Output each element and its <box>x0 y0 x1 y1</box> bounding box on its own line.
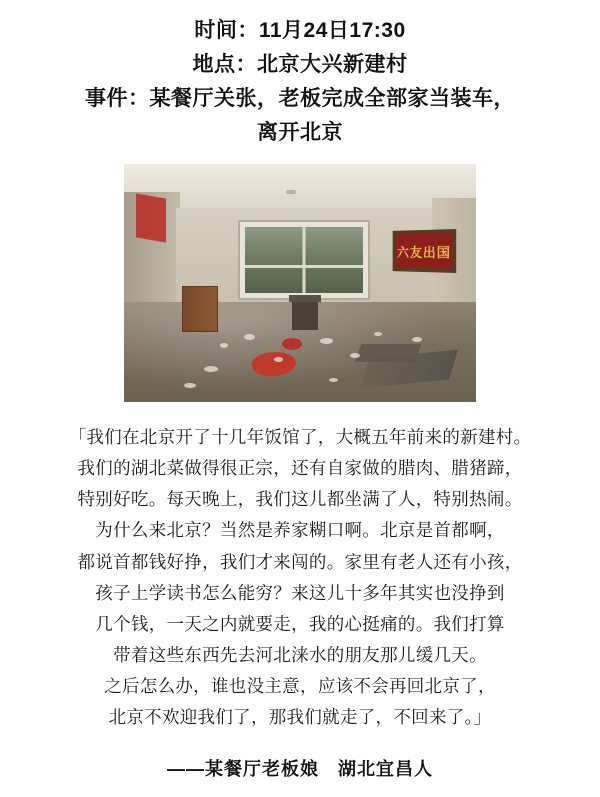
quote-attribution: ——某餐厅老板娘 湖北宜昌人 <box>167 759 433 780</box>
quote-line: 之后怎么办，谁也没主意，应该不会再回北京了， <box>104 676 496 697</box>
header-block <box>28 14 572 150</box>
red-banner <box>136 193 166 242</box>
window <box>240 222 368 298</box>
stool <box>292 300 318 330</box>
quote-line: 「我们在北京开了十几年饭馆了，大概五年前来的新建村。 <box>68 427 532 448</box>
quote-line: 孩子上学读书怎么能穷？来这儿十多年其实也没挣到 <box>95 582 505 603</box>
quote-line: 都说首都钱好挣，我们才来闯的。家里有老人还有小孩， <box>77 551 523 572</box>
header-event-line-2: 离开北京 <box>257 121 343 145</box>
header-time-line: 时间：11月24日17:30 <box>194 19 406 42</box>
header-event-line-1: 事件：某餐厅关张，老板完成全部家当装车， <box>85 87 515 111</box>
quote-line: 特别好吃。每天晚上，我们这儿都坐满了人，特别热闹。 <box>77 489 523 510</box>
quote-line: 为什么来北京？当然是养家糊口啊。北京是首都啊， <box>95 520 505 541</box>
quote-block <box>28 422 572 733</box>
wooden-cabinet <box>182 286 218 332</box>
quote-line: 带着这些东西先去河北涞水的朋友那儿缓几天。 <box>113 645 487 666</box>
room-photo <box>124 164 476 402</box>
header-place-line: 地点：北京大兴新建村 <box>192 53 408 77</box>
floor-mat-secondary <box>355 344 422 362</box>
quote-line: 我们的湖北菜做得很正宗，还有自家做的腊肉、腊猪蹄， <box>77 458 523 479</box>
quote-line: 北京不欢迎我们了，那我们就走了，不回来了。」 <box>108 707 492 728</box>
photo-scene <box>124 164 476 402</box>
wall-plaque: 六友出国 <box>393 229 457 273</box>
quote-line: 几个钱，一天之内就要走，我的心挺痛的。我们打算 <box>95 613 505 634</box>
red-cloth-small <box>282 338 302 350</box>
